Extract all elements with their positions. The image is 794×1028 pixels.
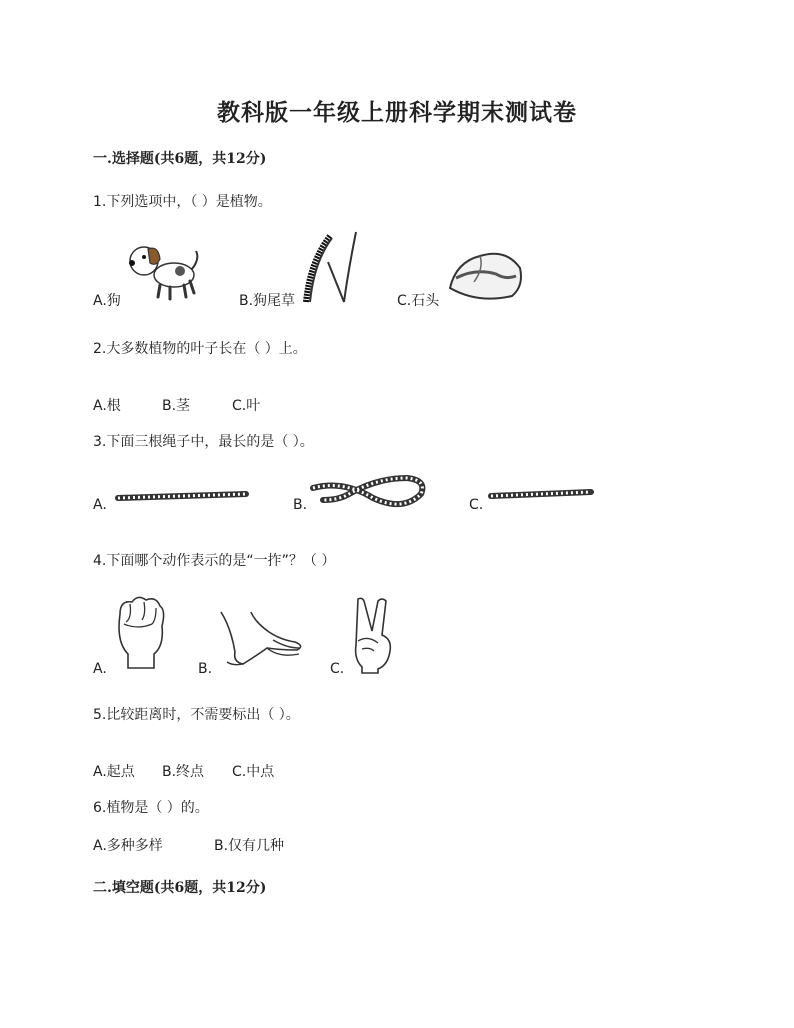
question-5-stem: 5.比较距离时，不需要标出（ ）。 <box>93 707 300 723</box>
question-2-stem: 2.大多数植物的叶子长在（ ）上。 <box>93 341 307 357</box>
question-5-option-c: C.中点 <box>232 764 275 780</box>
section-heading-choice: 一.选择题(共6题，共12分) <box>93 151 267 167</box>
question-4-option-b: B. <box>198 661 213 677</box>
question-1-option-b: B.狗尾草 <box>239 293 296 309</box>
question-2-option-b: B.茎 <box>162 398 191 414</box>
question-4-stem: 4.下面哪个动作表示的是“一拃”？（ ） <box>93 553 336 569</box>
section-heading-fill-in: 二.填空题(共6题，共12分) <box>93 880 267 896</box>
spread-hand-picture <box>217 610 303 668</box>
fist-hand-picture <box>112 594 166 670</box>
question-6-option-b: B.仅有几种 <box>214 838 285 854</box>
question-3-option-c: C. <box>469 497 484 513</box>
question-1-option-a: A.狗 <box>93 293 121 309</box>
question-3-option-a: A. <box>93 497 107 513</box>
question-1-option-c: C.石头 <box>397 293 440 309</box>
v-sign-hand-picture <box>352 597 396 673</box>
straight-rope-picture-c <box>489 488 593 500</box>
question-4-option-a: A. <box>93 661 107 677</box>
page-title: 教科版一年级上册科学期末测试卷 <box>217 99 577 126</box>
foxtail-grass-picture <box>298 228 362 304</box>
question-2-option-c: C.叶 <box>232 398 261 414</box>
question-5-option-a: A.起点 <box>93 764 135 780</box>
straight-rope-picture-a <box>116 490 248 502</box>
question-2-option-a: A.根 <box>93 398 121 414</box>
stone-picture <box>446 248 524 300</box>
question-1-stem: 1.下列选项中，（ ）是植物。 <box>93 194 272 210</box>
question-4-option-c: C. <box>330 661 345 677</box>
question-6-stem: 6.植物是（ ）的。 <box>93 800 209 816</box>
question-5-option-b: B.终点 <box>162 764 205 780</box>
dog-picture <box>122 237 202 301</box>
looped-rope-picture <box>309 474 429 506</box>
question-3-stem: 3.下面三根绳子中，最长的是（ ）。 <box>93 434 314 450</box>
question-6-option-a: A.多种多样 <box>93 838 163 854</box>
question-3-option-b: B. <box>293 497 308 513</box>
